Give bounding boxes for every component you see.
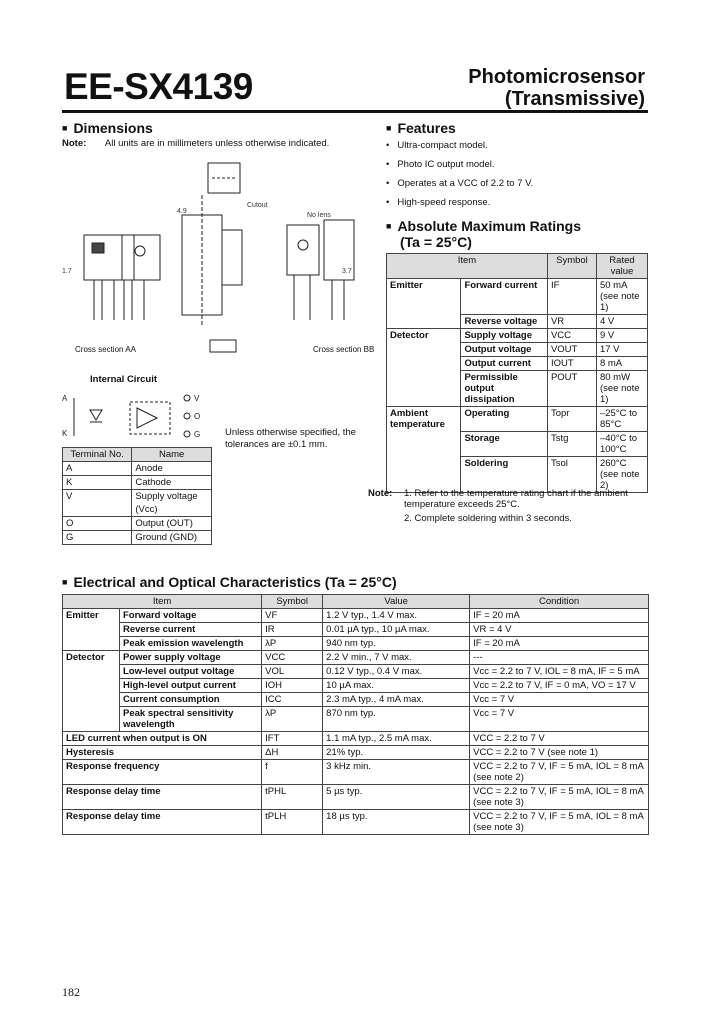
title-rule — [62, 110, 648, 113]
svg-text:A: A — [62, 394, 68, 403]
model-title: EE-SX4139 — [64, 66, 253, 107]
cell: 17 V — [596, 343, 647, 357]
cell: λP — [262, 707, 323, 732]
cell: 3 kHz min. — [323, 760, 470, 785]
cell: VCC = 2.2 to 7 V (see note 1) — [470, 746, 649, 760]
cross-section-bb: Cross section BB — [313, 345, 375, 354]
cell: 4 V — [596, 315, 647, 329]
table-row — [63, 531, 212, 545]
cell: A — [63, 462, 132, 476]
cell: VCC = 2.2 to 7 V, IF = 5 mA, IOL = 8 mA (see note 3) — [470, 785, 649, 810]
cell — [63, 665, 120, 679]
cell: –40°C to 100°C — [596, 432, 647, 457]
cell: Anode — [132, 462, 212, 476]
item-header: Item — [63, 595, 262, 609]
cell: 940 nm typ. — [323, 637, 470, 651]
cell: Power supply voltage — [120, 651, 262, 665]
cell: V — [63, 490, 132, 504]
cell: 9 V — [596, 329, 647, 343]
list-item: • Ultra-compact model. — [386, 140, 646, 151]
cell: Operating — [461, 407, 548, 432]
terminal-no-header: Terminal No. — [63, 448, 132, 462]
cell — [63, 679, 120, 693]
internal-circuit-diagram — [62, 388, 222, 446]
electrical-heading: ■ Electrical and Optical Characteristics (Ta = 25°C) — [62, 574, 397, 590]
cell: Reverse voltage — [461, 315, 548, 329]
cell: VCC = 2.2 to 7 V — [470, 732, 649, 746]
cell: VR = 4 V — [470, 623, 649, 637]
cell: Output current — [461, 357, 548, 371]
cell — [63, 623, 120, 637]
svg-text:O: O — [194, 412, 201, 421]
cell: IFT — [262, 732, 323, 746]
item-header: Item — [387, 254, 548, 279]
cell — [387, 371, 461, 407]
table-row — [63, 785, 649, 810]
cell: IR — [262, 623, 323, 637]
cell: –25°C to 85°C — [596, 407, 647, 432]
svg-text:V: V — [194, 394, 200, 403]
svg-text:1.7: 1.7 — [62, 268, 72, 275]
cell: 2.3 mA typ., 4 mA max. — [323, 693, 470, 707]
cell: 18 µs typ. — [323, 810, 470, 835]
tolerance-note: Unless otherwise specified, the tolerances are ±0.1 mm. — [225, 427, 356, 450]
cell: 2.2 V min., 7 V max. — [323, 651, 470, 665]
cell: Reverse current — [120, 623, 262, 637]
cell: Low-level output voltage — [120, 665, 262, 679]
cell: 870 nm typ. — [323, 707, 470, 732]
cell: Vcc = 2.2 to 7 V, IOL = 8 mA, IF = 5 mA — [470, 665, 649, 679]
cell: 8 mA — [596, 357, 647, 371]
cell: IF = 20 mA — [470, 609, 649, 623]
electrical-table — [62, 594, 649, 835]
cell: Ground (GND) — [132, 531, 212, 545]
cell: Response frequency — [63, 760, 262, 785]
cell: 5 µs typ. — [323, 785, 470, 810]
ratings-notes — [368, 488, 650, 524]
cell: ICC — [262, 693, 323, 707]
cell: Output voltage — [461, 343, 548, 357]
cell: 0.01 µA typ., 10 µA max. — [323, 623, 470, 637]
cell: tPLH — [262, 810, 323, 835]
dimensions-heading: ■ Dimensions — [62, 120, 153, 136]
cell: VCC — [547, 329, 596, 343]
table-row — [63, 693, 649, 707]
table-row — [63, 490, 212, 504]
cross-section-aa: Cross section AA — [75, 345, 136, 354]
symbol-header: Symbol — [547, 254, 596, 279]
table-row — [63, 476, 212, 490]
ratings-note-2: 2. Complete soldering within 3 seconds. — [404, 513, 572, 524]
svg-text:No lens: No lens — [307, 212, 331, 219]
cell: High-level output current — [120, 679, 262, 693]
note-text: All units are in millimeters unless otherwise indicated. — [104, 138, 330, 149]
table-row — [63, 462, 212, 476]
cell: LED current when output is ON — [63, 732, 262, 746]
table-row — [63, 637, 649, 651]
table-row — [63, 746, 649, 760]
table-row — [387, 371, 648, 407]
cell: IF — [547, 279, 596, 315]
cell: Emitter — [63, 609, 120, 623]
table-row — [387, 407, 648, 432]
cell: 1.1 mA typ., 2.5 mA max. — [323, 732, 470, 746]
cell: Supply voltage — [132, 490, 212, 504]
cell: O — [63, 517, 132, 531]
symbol-header: Symbol — [262, 595, 323, 609]
cell — [387, 357, 461, 371]
dimensions-note — [62, 138, 329, 149]
ratings-note-1: 1. Refer to the temperature rating chart if the ambient temperature exceeds 25°C. — [404, 488, 628, 510]
note-label: Note: — [62, 138, 87, 149]
terminal-name-header: Name — [132, 448, 212, 462]
cell: VOUT — [547, 343, 596, 357]
terminal-table — [62, 447, 212, 545]
table-row — [63, 623, 649, 637]
cell — [63, 693, 120, 707]
cell: VCC = 2.2 to 7 V, IF = 5 mA, IOL = 8 mA (see note 3) — [470, 810, 649, 835]
table-row — [387, 279, 648, 315]
cell: G — [63, 531, 132, 545]
cell: λP — [262, 637, 323, 651]
cell: 21% typ. — [323, 746, 470, 760]
cell: Vcc = 7 V — [470, 693, 649, 707]
svg-text:K: K — [62, 429, 68, 438]
cell: Vcc = 2.2 to 7 V, IF = 0 mA, VO = 17 V — [470, 679, 649, 693]
cell: VCC = 2.2 to 7 V, IF = 5 mA, IOL = 8 mA (see note 2) — [470, 760, 649, 785]
table-row — [63, 810, 649, 835]
table-row — [387, 329, 648, 343]
cell: Vcc = 7 V — [470, 707, 649, 732]
table-row — [63, 707, 649, 732]
table-row — [63, 732, 649, 746]
ratings-heading: ■ Absolute Maximum Ratings — [386, 218, 581, 234]
cell: K — [63, 476, 132, 490]
table-row — [63, 651, 649, 665]
cell: 0.12 V typ., 0.4 V max. — [323, 665, 470, 679]
cell: 10 µA max. — [323, 679, 470, 693]
product-title — [468, 66, 645, 110]
cell: Soldering — [461, 457, 548, 493]
cell: 1.2 V typ., 1.4 V max. — [323, 609, 470, 623]
cell: Current consumption — [120, 693, 262, 707]
svg-text:Cutout: Cutout — [247, 202, 268, 209]
cell: VF — [262, 609, 323, 623]
cell: Permissible output dissipation — [461, 371, 548, 407]
product-type: (Transmissive) — [504, 88, 645, 110]
cell — [387, 432, 461, 457]
cell: VCC — [262, 651, 323, 665]
cell: Peak emission wavelength — [120, 637, 262, 651]
features-list — [386, 140, 646, 216]
table-row — [387, 432, 648, 457]
internal-circuit-title: Internal Circuit — [90, 374, 158, 385]
cell: f — [262, 760, 323, 785]
cell: 260°C (see note 2) — [596, 457, 647, 493]
svg-text:G: G — [194, 430, 201, 439]
cell: Forward current — [461, 279, 548, 315]
cell: Supply voltage — [461, 329, 548, 343]
cell: Tsol — [547, 457, 596, 493]
cell: tPHL — [262, 785, 323, 810]
ratings-subheading: (Ta = 25°C) — [400, 234, 472, 250]
cell: POUT — [547, 371, 596, 407]
dimension-drawing — [62, 155, 362, 355]
cell: Response delay time — [63, 810, 262, 835]
product-name: Photomicrosensor — [468, 66, 645, 88]
ratings-note-label: Note: — [368, 488, 393, 499]
table-row — [63, 503, 212, 517]
table-row — [63, 609, 649, 623]
svg-text:4.9: 4.9 — [177, 208, 187, 215]
cell: IF = 20 mA — [470, 637, 649, 651]
cell: 80 mW (see note 1) — [596, 371, 647, 407]
cell: Response delay time — [63, 785, 262, 810]
svg-text:3.7: 3.7 — [342, 268, 352, 275]
table-row — [387, 357, 648, 371]
cell: VR — [547, 315, 596, 329]
list-item: • Operates at a VCC of 2.2 to 7 V. — [386, 178, 646, 189]
cell: Ambient temperature — [387, 407, 461, 432]
cell — [63, 503, 132, 517]
page-number: 182 — [62, 985, 80, 999]
table-row — [387, 315, 648, 329]
value-header: Value — [323, 595, 470, 609]
table-row — [63, 517, 212, 531]
ratings-table — [386, 253, 648, 493]
cell: Emitter — [387, 279, 461, 315]
table-row — [63, 760, 649, 785]
cell: Tstg — [547, 432, 596, 457]
cell — [63, 637, 120, 651]
cell: IOH — [262, 679, 323, 693]
table-row — [63, 679, 649, 693]
cell — [387, 343, 461, 357]
cell: Detector — [63, 651, 120, 665]
cell — [63, 707, 120, 732]
features-heading: ■ Features — [386, 120, 456, 136]
cell: Peak spectral sensitivity wavelength — [120, 707, 262, 732]
cell: VOL — [262, 665, 323, 679]
cell — [387, 315, 461, 329]
cell: Topr — [547, 407, 596, 432]
cell: Detector — [387, 329, 461, 343]
table-row — [387, 343, 648, 357]
cell: Output (OUT) — [132, 517, 212, 531]
condition-header: Condition — [470, 595, 649, 609]
cell: Hysteresis — [63, 746, 262, 760]
list-item: • High-speed response. — [386, 197, 646, 208]
cell: (Vcc) — [132, 503, 212, 517]
table-row — [63, 665, 649, 679]
rated-value-header: Rated value — [596, 254, 647, 279]
cell: Cathode — [132, 476, 212, 490]
cell: Storage — [461, 432, 548, 457]
cell: 50 mA (see note 1) — [596, 279, 647, 315]
cell: --- — [470, 651, 649, 665]
cell: ΔH — [262, 746, 323, 760]
cell: IOUT — [547, 357, 596, 371]
list-item: • Photo IC output model. — [386, 159, 646, 170]
cell: Forward voltage — [120, 609, 262, 623]
